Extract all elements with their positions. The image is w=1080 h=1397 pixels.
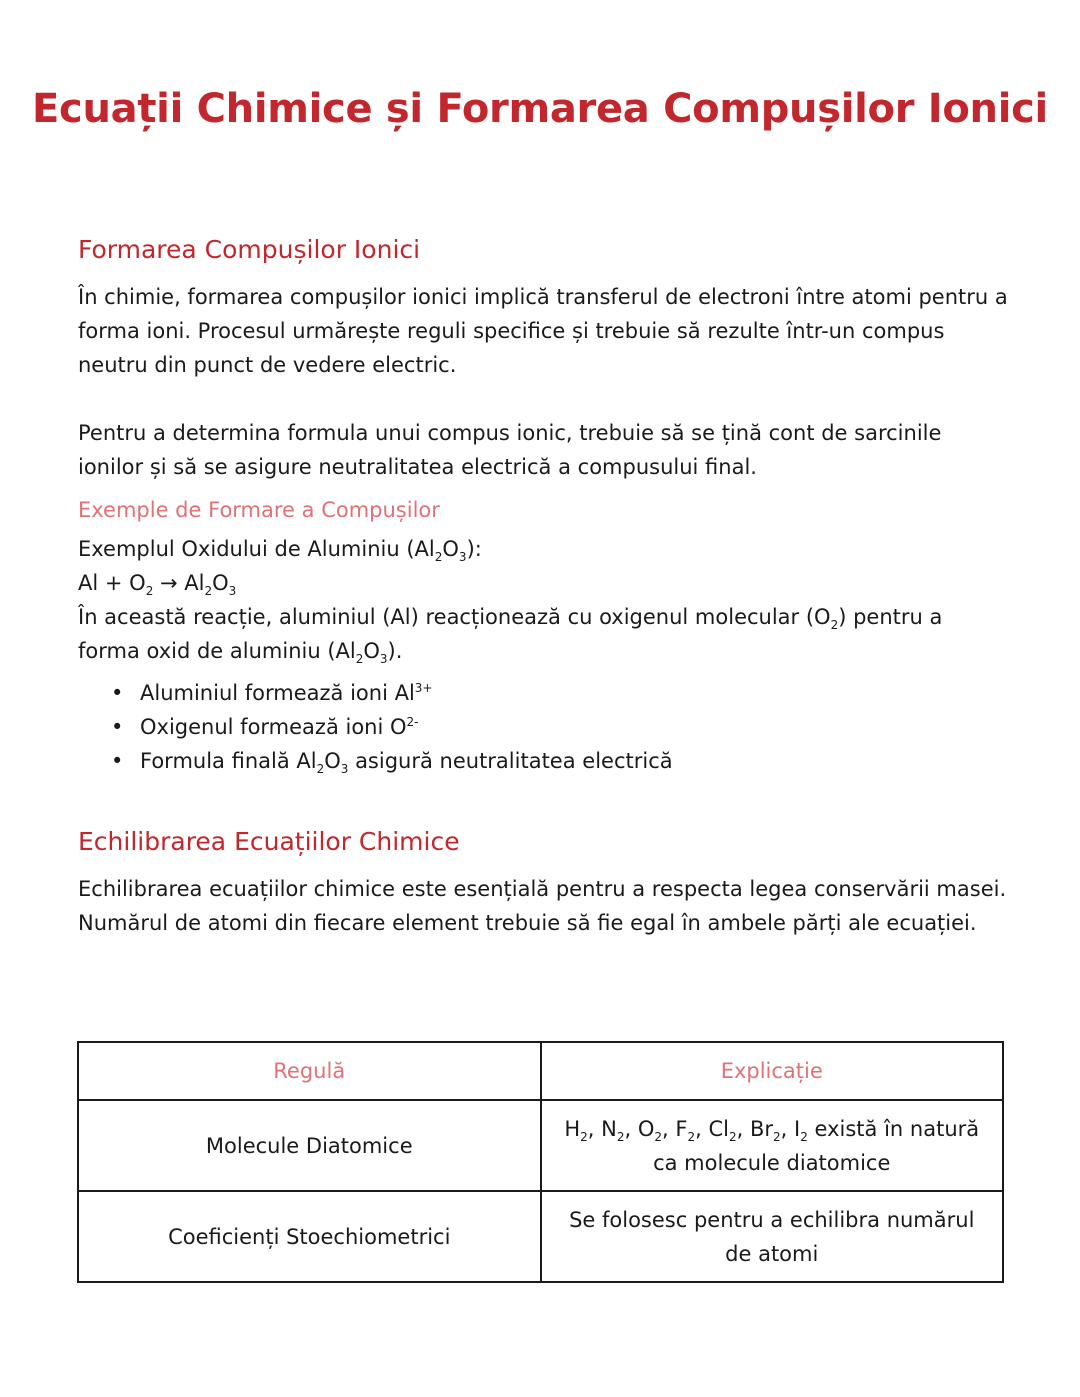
list-item: • Formula finală $Al_2O_3$ asigură neutralitatea electrică: [140, 744, 1008, 778]
main-content: [78, 230, 1008, 940]
table-row: [78, 1191, 1003, 1282]
explanation-cell: $H_2$, $N_2$, $O_2$, $F_2$, $Cl_2$, $Br_2$, $I_2$ există în natură ca molecule diatomice: [541, 1100, 1004, 1191]
page-title: Ecuații Chimice și Formarea Compușilor Ionici: [32, 86, 1048, 132]
table-header-row: [78, 1042, 1003, 1100]
intro-paragraph: În chimie, formarea compușilor ionici implică transferul de electroni între atomi pentru a forma ioni. Procesul urmărește reguli specifice și trebuie să rezulte într-un compus neutru din punct de vedere electric.: [78, 285, 1008, 377]
formula-paragraph: Pentru a determina formula unui compus ionic, trebuie să se țină cont de sarcinile ionilor și să se asigure neutralitatea electrică a compusului final.: [78, 421, 942, 479]
reaction-description: În această reacție, aluminiul (Al) reacționează cu oxigenul molecular $(O_2)$ pentru a forma oxid de aluminiu $(Al_2O_3)$.: [78, 605, 943, 666]
ion-list: [78, 676, 1008, 778]
section-heading-balancing: Echilibrarea Ecuațiilor Chimice: [78, 827, 460, 856]
balancing-paragraph: Echilibrarea ecuațiilor chimice este esențială pentru a respecta legea conservării masei. Numărul de atomi din fiecare element trebuie să fie egal în ambele părți ale ecuației.: [78, 877, 1007, 935]
example-title: Exemplul Oxidului de Aluminiu $(Al_2O_3)$:: [78, 537, 482, 564]
table-row: [78, 1100, 1003, 1191]
reaction-equation: $Al + O_2 \to Al_2O_3$: [78, 571, 237, 598]
list-item: • Oxigenul formează ioni $O^{2-}$: [140, 710, 1008, 744]
column-header-rule: Regulă: [78, 1042, 541, 1100]
examples-subheading: Exemple de Formare a Compușilor: [78, 498, 440, 522]
rules-table: [77, 1041, 1004, 1283]
column-header-explanation: Explicație: [541, 1042, 1004, 1100]
rule-cell: Coeficienți Stoechiometrici: [78, 1191, 541, 1282]
list-item: • Aluminiul formează ioni $Al^{3+}$: [140, 676, 1008, 710]
explanation-cell: Se folosesc pentru a echilibra numărul de atomi: [541, 1191, 1004, 1282]
rule-cell: Molecule Diatomice: [78, 1100, 541, 1191]
section-heading-ionic: Formarea Compușilor Ionici: [78, 235, 421, 264]
